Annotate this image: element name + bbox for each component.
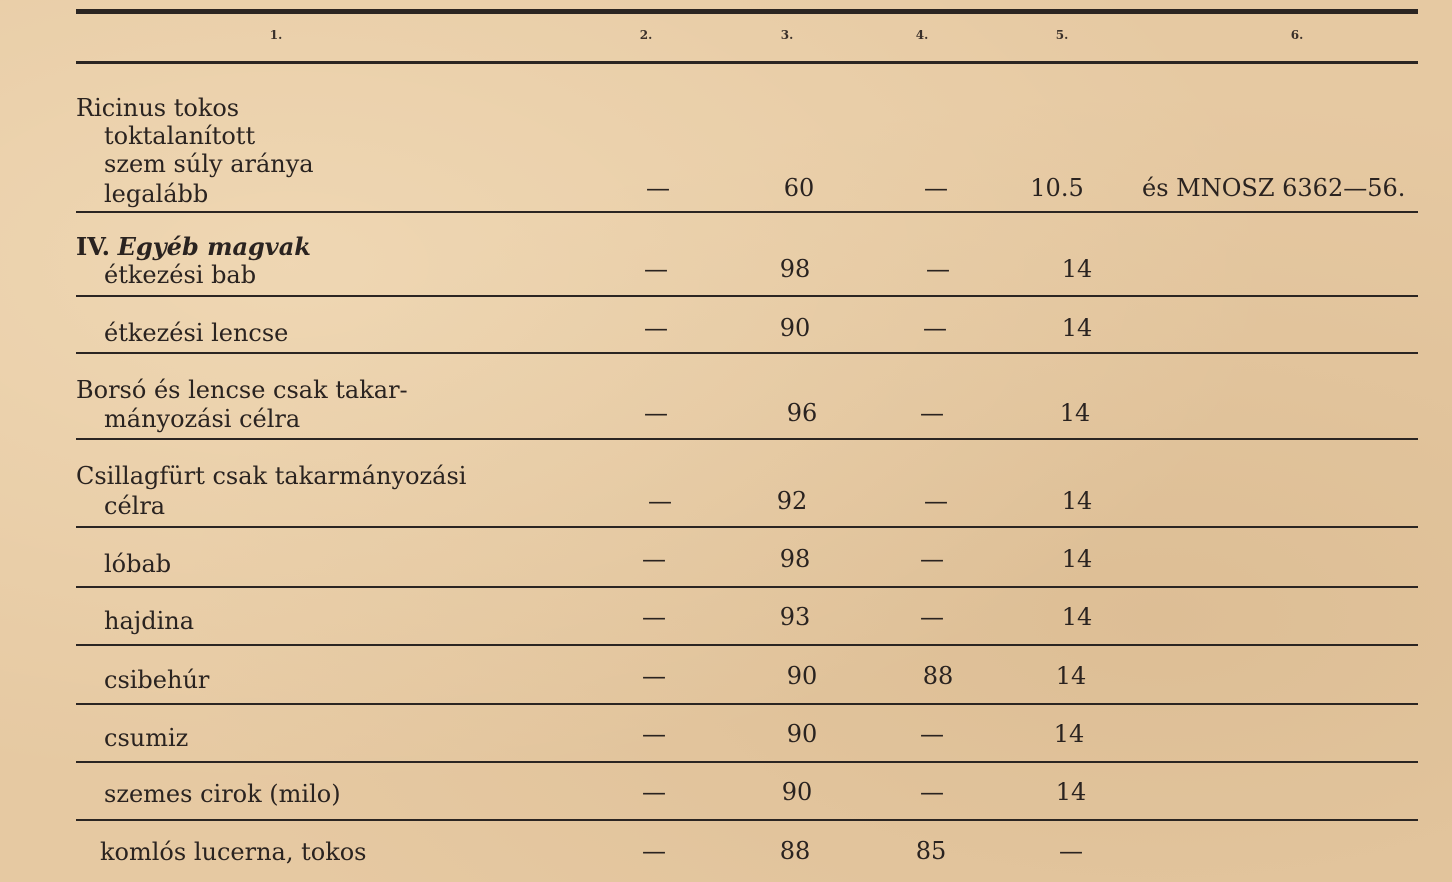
cell-col2: — xyxy=(644,255,668,283)
row-label-line: Ricinus tokos xyxy=(76,94,240,122)
section-title: Egyéb magvak xyxy=(117,232,311,261)
cell-col4: — xyxy=(920,603,944,631)
cell-col2: — xyxy=(646,174,670,202)
cell-col4: — xyxy=(923,314,947,342)
row-divider xyxy=(76,819,1418,821)
cell-col4: — xyxy=(924,174,948,202)
col-header-4: 4. xyxy=(915,28,929,42)
cell-col2: — xyxy=(642,778,666,806)
cell-col3: 90 xyxy=(779,314,811,342)
cell-col4: — xyxy=(924,487,948,515)
row-label-line: toktalanított xyxy=(104,122,256,150)
cell-col5: 14 xyxy=(1055,662,1087,690)
cell-col5: 14 xyxy=(1061,487,1093,515)
cell-col3: 90 xyxy=(781,778,813,806)
cell-col2: — xyxy=(648,487,672,515)
row-divider xyxy=(76,352,1418,354)
row-label-line: Csillagfürt csak takarmányozási xyxy=(76,462,467,490)
cell-col5: 14 xyxy=(1061,255,1093,283)
row-label-line: csibehúr xyxy=(104,666,210,694)
cell-col2: — xyxy=(644,399,668,427)
cell-col3: 98 xyxy=(779,255,811,283)
cell-col4: — xyxy=(926,255,950,283)
row-label-line: komlós lucerna, tokos xyxy=(100,838,367,866)
section-number: IV. xyxy=(76,232,111,261)
cell-col5: 14 xyxy=(1061,603,1093,631)
cell-col5: 14 xyxy=(1059,399,1091,427)
row-label-line: célra xyxy=(104,492,166,520)
cell-col2: — xyxy=(642,720,666,748)
cell-col3: 96 xyxy=(786,399,818,427)
cell-col3: 98 xyxy=(779,545,811,573)
cell-col2: — xyxy=(642,603,666,631)
row-label-line: legalább xyxy=(104,180,209,208)
row-label-line: étkezési bab xyxy=(104,261,257,289)
cell-col6: és MNOSZ 6362—56. xyxy=(1142,174,1406,202)
cell-col5: 14 xyxy=(1061,545,1093,573)
row-label-line: mányozási célra xyxy=(104,405,301,433)
cell-col3: 88 xyxy=(779,837,811,865)
cell-col3: 90 xyxy=(786,720,818,748)
cell-col2: — xyxy=(642,662,666,690)
row-divider xyxy=(76,644,1418,646)
row-divider xyxy=(76,438,1418,440)
row-divider xyxy=(76,703,1418,705)
cell-col5: 14 xyxy=(1055,778,1087,806)
row-label-line: hajdina xyxy=(104,607,195,635)
row-divider xyxy=(76,761,1418,763)
row-divider xyxy=(76,211,1418,213)
cell-col3: 90 xyxy=(786,662,818,690)
row-label-line: szem súly aránya xyxy=(104,150,314,178)
col-header-3: 3. xyxy=(780,28,794,42)
row-label-line: lóbab xyxy=(104,550,172,578)
cell-col2: — xyxy=(642,545,666,573)
cell-col5: — xyxy=(1059,837,1083,865)
cell-col3: 93 xyxy=(779,603,811,631)
row-label-line: csumiz xyxy=(104,724,189,752)
col-header-5: 5. xyxy=(1055,28,1069,42)
col-header-1: 1. xyxy=(269,28,283,42)
cell-col5: 14 xyxy=(1061,314,1093,342)
cell-col5: 14 xyxy=(1053,720,1085,748)
header-bottom-rule xyxy=(76,61,1418,64)
cell-col4: 85 xyxy=(915,837,947,865)
col-header-6: 6. xyxy=(1290,28,1304,42)
cell-col3: 60 xyxy=(783,174,815,202)
row-divider xyxy=(76,526,1418,528)
row-label-line: Borsó és lencse csak takar- xyxy=(76,376,408,404)
cell-col4: — xyxy=(920,399,944,427)
cell-col4: — xyxy=(920,545,944,573)
row-divider xyxy=(76,586,1418,588)
cell-col2: — xyxy=(644,314,668,342)
cell-col4: — xyxy=(920,720,944,748)
col-header-2: 2. xyxy=(639,28,653,42)
section-heading xyxy=(76,233,311,261)
cell-col3: 92 xyxy=(776,487,808,515)
row-label-line: étkezési lencse xyxy=(104,319,289,347)
cell-col2: — xyxy=(642,837,666,865)
cell-col5: 10.5 xyxy=(1030,174,1084,202)
cell-col4: — xyxy=(920,778,944,806)
row-label-line: szemes cirok (milo) xyxy=(104,780,341,808)
cell-col4: 88 xyxy=(922,662,954,690)
row-divider xyxy=(76,295,1418,297)
top-rule xyxy=(76,9,1418,14)
